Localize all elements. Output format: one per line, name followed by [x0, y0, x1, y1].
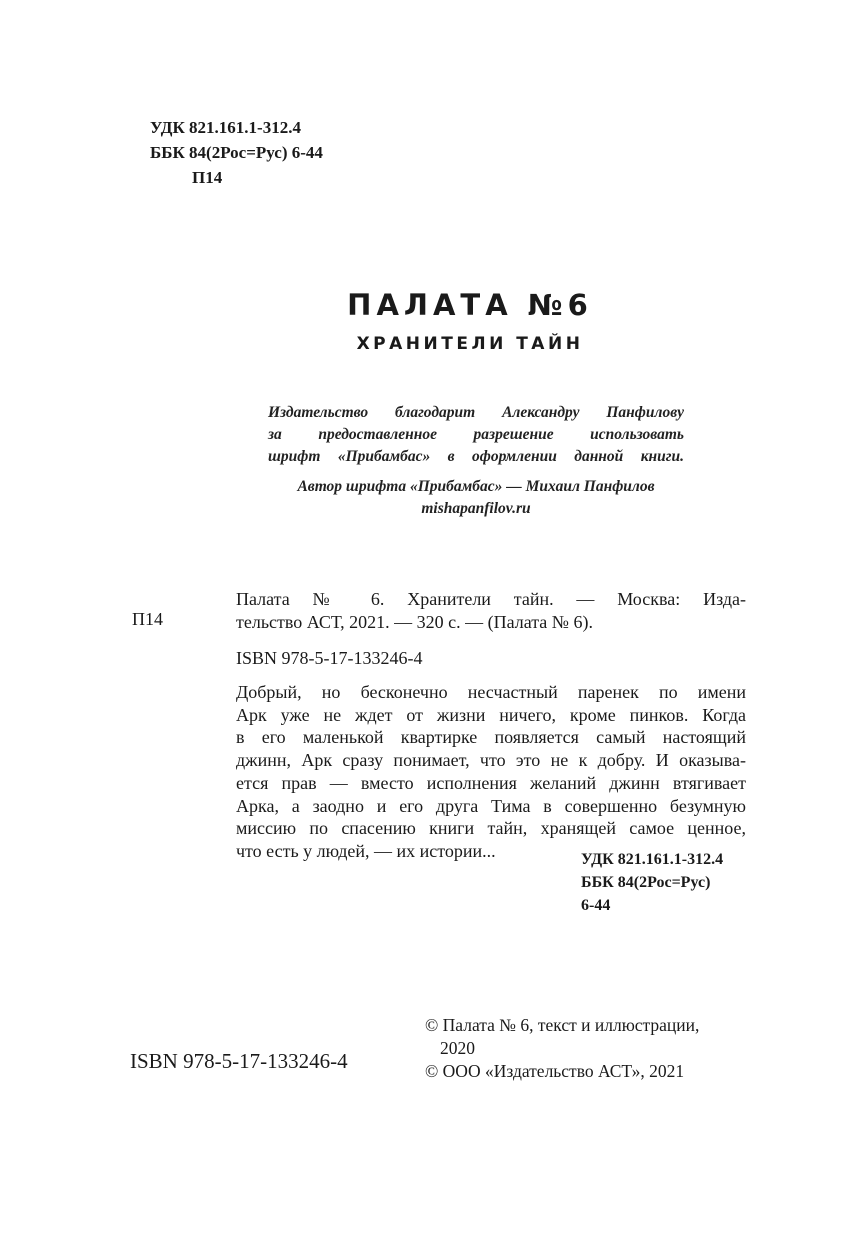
annotation-line: в его маленькой квартирке появляется самый настоящий [236, 727, 746, 748]
font-credit-line: Издательство благодарит Александру Панфилову [268, 404, 684, 421]
copyright-text: © Палата № 6, текст и иллюстрации, [425, 1015, 700, 1035]
catalog-side-code: П14 [132, 609, 163, 629]
annotation-line: Арка, а заодно и его друга Тима в совершенно безумную [236, 795, 746, 816]
annotation-line: ется прав — вместо исполнения желаний джинн втягивает [236, 772, 746, 793]
annotation-line: что есть у людей, — их истории... [236, 840, 496, 861]
top-codes [150, 115, 323, 190]
catalog-entry [236, 588, 746, 670]
annotation-line: джинн, Арк сразу понимает, что это не к добру. И оказыва- [236, 750, 746, 771]
bbk-code: ББК 84(2Рос=Рус) 6-44 [150, 143, 323, 162]
annotation [236, 681, 746, 863]
catalog-isbn: ISBN 978-5-17-133246-4 [236, 648, 423, 668]
catalog-entry-line: тельство АСТ, 2021. — 320 с. — (Палата № 6). [236, 612, 593, 632]
footer-isbn: ISBN 978-5-17-133246-4 [130, 1049, 348, 1073]
copyright-publisher: © ООО «Издательство АСТ», 2021 [425, 1061, 685, 1081]
copyright-year: 2020 [440, 1038, 475, 1058]
font-website: mishapanfilov.ru [421, 500, 531, 517]
copyright-block [425, 1014, 699, 1083]
font-author-line: Автор шрифта «Прибамбас» — Михаил Панфилов [297, 478, 655, 495]
book-title: ПАЛАТА №6 [347, 288, 593, 322]
annotation-line: Добрый, но бесконечно несчастный паренек по имени [236, 682, 746, 702]
udk-code: УДК 821.161.1-312.4 [150, 118, 301, 137]
annotation-line: Арк уже не ждет от жизни ничего, кроме пинков. Когда [236, 704, 746, 725]
bottom-codes [581, 848, 723, 917]
author-sign-code: П14 [192, 168, 223, 187]
udk-code: УДК 821.161.1-312.4 [581, 851, 724, 868]
bbk-code: ББК 84(2Рос=Рус) [581, 874, 711, 891]
catalog-entry-line: Палата № 6. Хранители тайн. — Москва: Изда- [236, 589, 746, 609]
bbk-code-tail: 6-44 [581, 897, 611, 914]
font-credit [268, 402, 684, 520]
font-credit-line: за предоставленное разрешение использовать [268, 426, 684, 443]
annotation-line: миссию по спасению книги тайн, хранящей самое ценное, [236, 818, 746, 839]
book-subtitle: ХРАНИТЕЛИ ТАЙН [356, 334, 584, 354]
font-credit-line: шрифт «Прибамбас» в оформлении данной книги. [268, 448, 684, 465]
